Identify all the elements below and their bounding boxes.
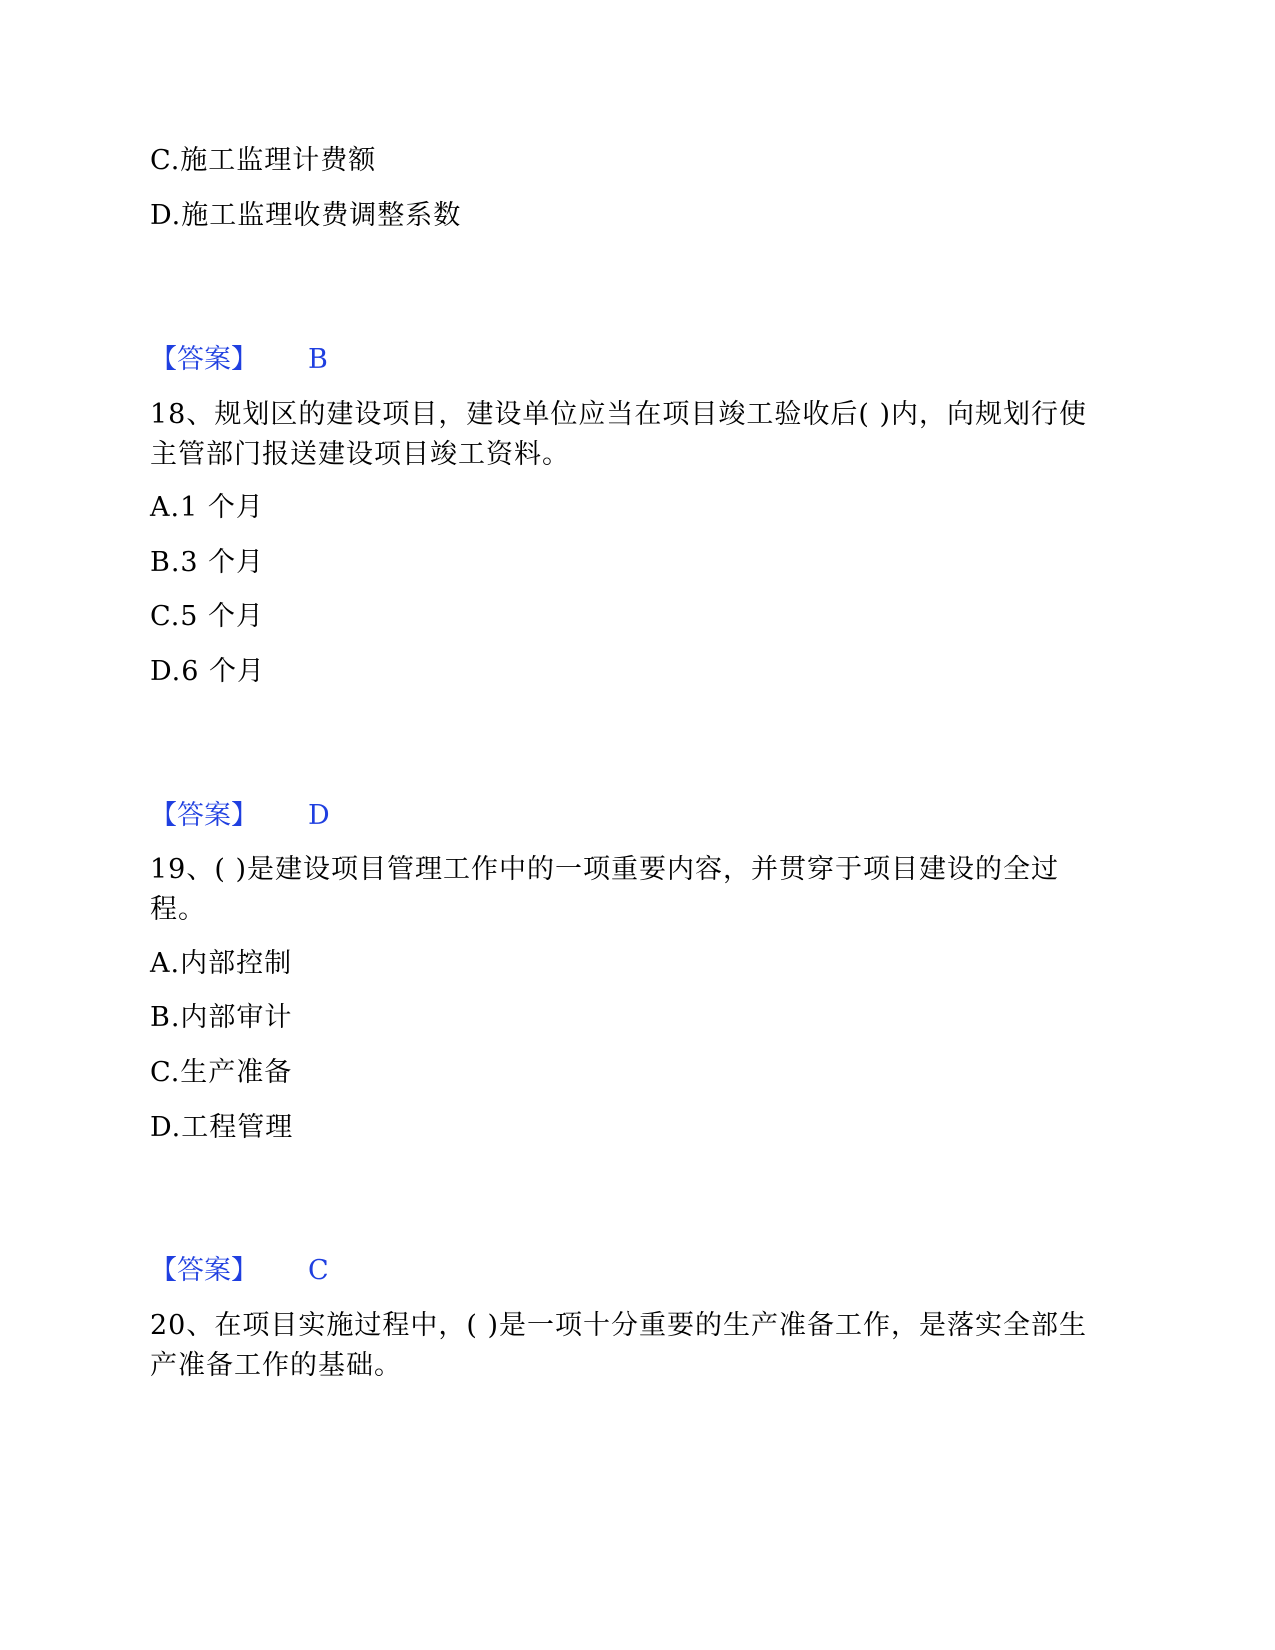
answer-row [150, 796, 330, 836]
answer-label: 【答案】 [150, 1255, 258, 1286]
answer-row [150, 340, 328, 380]
option-b: B.内部审计 [150, 1002, 293, 1033]
option-d: D.工程管理 [150, 1112, 294, 1143]
option-a: A.1 个月 [150, 492, 264, 523]
question-19: 19、( )是建设项目管理工作中的一项重要内容，并贯穿于项目建设的全过程。 [150, 854, 1060, 925]
question-18: 18、规划区的建设项目，建设单位应当在项目竣工验收后( )内，向规划行使主管部门报送建设项目竣工资料。 [150, 399, 1088, 470]
option-a: A.内部控制 [150, 948, 293, 979]
answer-label: 【答案】 [150, 344, 258, 375]
option-d: D.施工监理收费调整系数 [150, 200, 462, 231]
answer-value: C [308, 1255, 329, 1286]
option-c: C.施工监理计费额 [150, 145, 377, 176]
option-c: C.5 个月 [150, 601, 265, 632]
answer-value: B [308, 344, 328, 375]
option-c: C.生产准备 [150, 1057, 293, 1088]
option-d: D.6 个月 [150, 656, 266, 687]
answer-label: 【答案】 [150, 800, 258, 831]
question-20: 20、在项目实施过程中，( )是一项十分重要的生产准备工作，是落实全部生产准备工作的基础。 [150, 1310, 1088, 1381]
option-b: B.3 个月 [150, 547, 265, 578]
answer-value: D [308, 800, 330, 831]
answer-row [150, 1251, 329, 1291]
